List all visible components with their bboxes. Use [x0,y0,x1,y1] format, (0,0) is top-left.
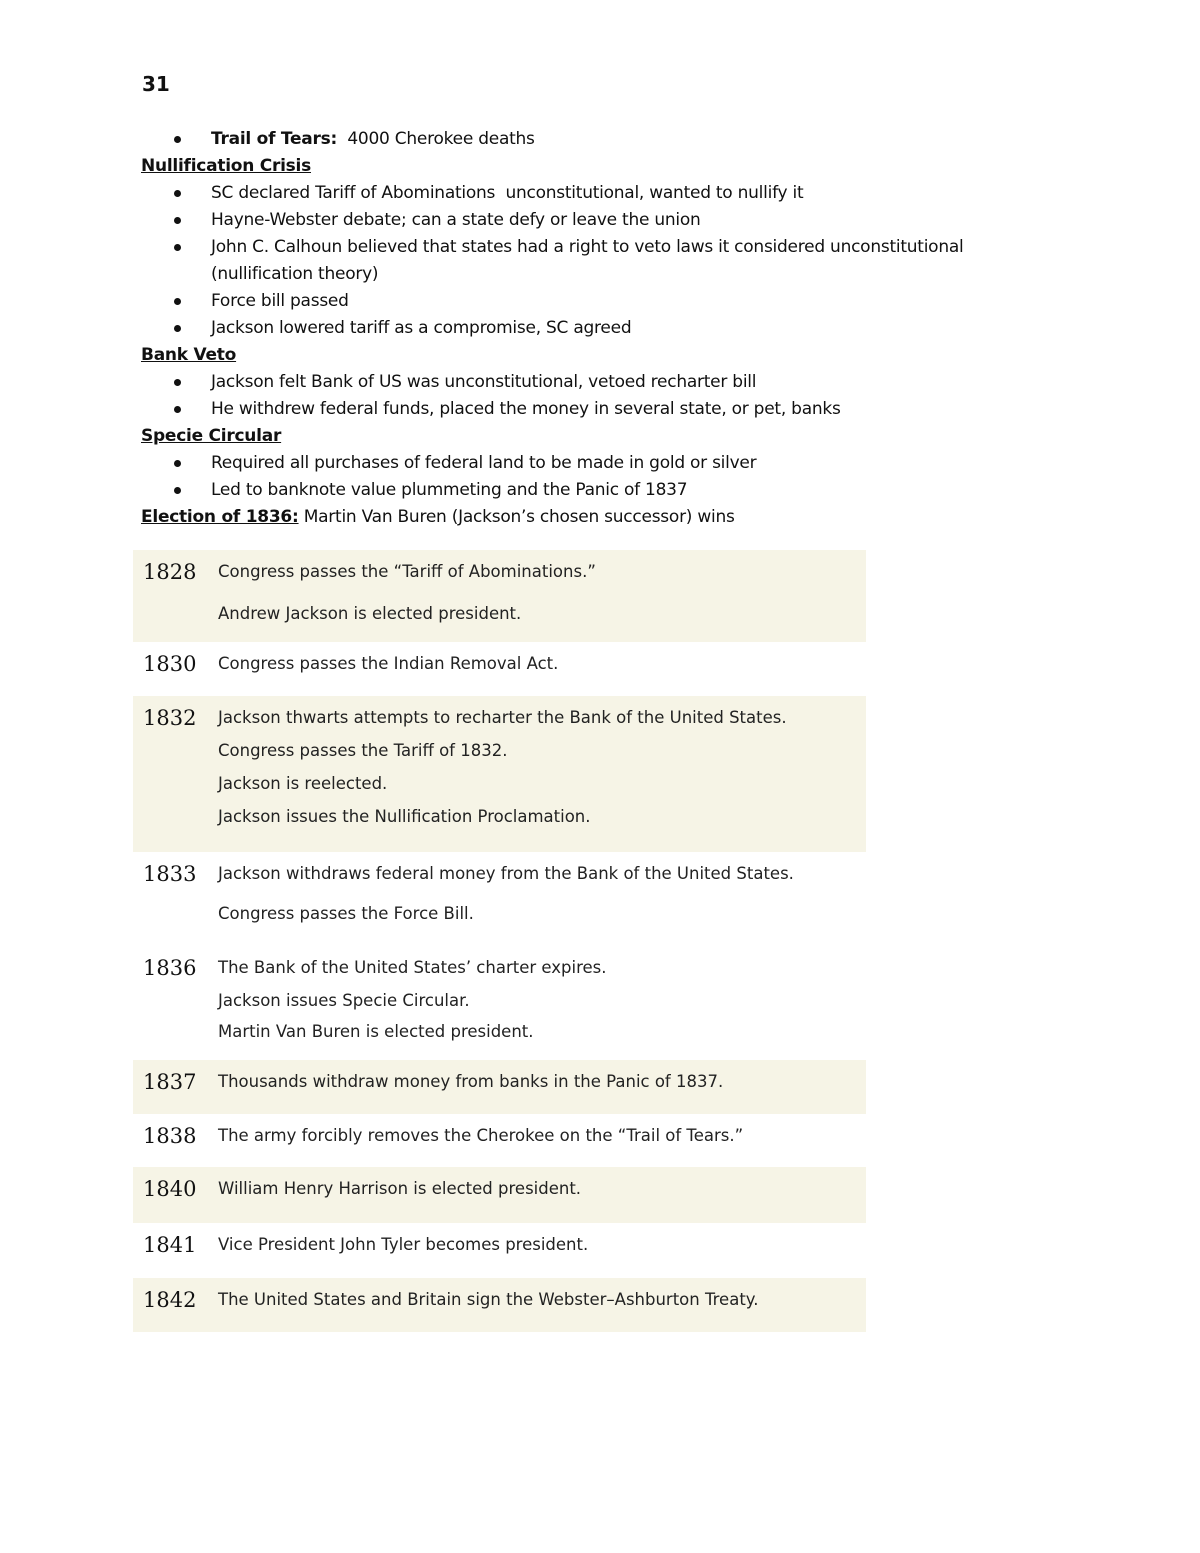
bullet-text: 4000 Cherokee deaths [337,129,535,149]
timeline-row [133,550,866,642]
bullet-icon [174,487,181,494]
timeline-event: Jackson withdraws federal money from the Bank of the United States. [218,864,794,883]
timeline [133,550,866,1332]
bullet-icon [174,244,181,251]
section-bullets [141,450,1041,504]
bullet-icon [174,406,181,413]
timeline-row [133,696,866,852]
bullet-icon [174,136,181,143]
section-heading [141,153,1041,180]
section-bank-veto [141,342,1041,423]
section-bullets [141,369,1041,423]
timeline-event: Thousands withdraw money from banks in the Panic of 1837. [218,1072,724,1091]
section-bullets [141,180,1041,342]
timeline-event: The United States and Britain sign the Webster–Ashburton Treaty. [218,1290,759,1309]
timeline-row [133,852,866,946]
timeline-event: Martin Van Buren is elected president. [218,1022,534,1041]
timeline-year: 1833 [143,862,197,886]
timeline-event: The Bank of the United States’ charter expires. [218,958,607,977]
page-number: 31 [142,72,170,96]
bullet-item [141,315,1041,342]
timeline-row [133,1167,866,1223]
timeline-event: Jackson thwarts attempts to recharter the Bank of the United States. [218,708,787,727]
timeline-event: Congress passes the Indian Removal Act. [218,654,559,673]
bullet-text: Jackson felt Bank of US was unconstitutional, vetoed recharter bill [211,372,757,392]
timeline-row [133,1223,866,1278]
election-title: Election of 1836: [141,507,299,527]
bullet-item [141,126,1041,153]
bullet-item [141,396,1041,423]
bullet-item [141,450,1041,477]
timeline-year: 1842 [143,1288,197,1312]
bullet-item [141,234,1041,288]
bullet-icon [174,379,181,386]
section-title: Bank Veto [141,345,237,365]
timeline-event: The army forcibly removes the Cherokee on the “Trail of Tears.” [218,1126,744,1145]
bullet-text: He withdrew federal funds, placed the money in several state, or pet, banks [211,399,841,419]
timeline-events [218,1122,856,1148]
section-heading [141,342,1041,369]
bullet-item [141,180,1041,207]
bullet-item [141,369,1041,396]
section-title: Nullification Crisis [141,156,311,176]
bullet-item [141,288,1041,315]
election-line [141,504,1041,531]
bullet-item [141,477,1041,504]
timeline-year: 1830 [143,652,197,676]
section-nullification [141,153,1041,342]
timeline-event: Jackson issues Specie Circular. [218,991,470,1010]
bullet-text: Led to banknote value plummeting and the Panic of 1837 [211,480,688,500]
bullet-icon [174,190,181,197]
timeline-events [218,860,856,926]
section-specie-circular [141,423,1041,504]
timeline-year: 1837 [143,1070,197,1094]
bullet-text: Jackson lowered tariff as a compromise, SC agreed [211,318,632,338]
bullet-icon [174,460,181,467]
timeline-event: Congress passes the Force Bill. [218,904,474,923]
timeline-events [218,954,856,1044]
timeline-event: Congress passes the “Tariff of Abominations.” [218,562,596,581]
bullet-item [141,207,1041,234]
bullet-icon [174,325,181,332]
intro-bullets [141,126,1041,153]
timeline-event: Jackson is reelected. [218,774,388,793]
bullet-text: John C. Calhoun believed that states had a right to veto laws it considered unconstitutional (nullification theory) [211,237,964,284]
timeline-row [133,1114,866,1167]
timeline-row [133,1060,866,1114]
bullet-icon [174,298,181,305]
timeline-event: Andrew Jackson is elected president. [218,604,522,623]
timeline-events [218,558,856,626]
bullet-text: SC declared Tariff of Abominations unconstitutional, wanted to nullify it [211,183,804,203]
timeline-year: 1838 [143,1124,197,1148]
timeline-events [218,704,856,829]
timeline-row [133,642,866,696]
timeline-year: 1828 [143,560,197,584]
timeline-events [218,650,856,676]
election-text: Martin Van Buren (Jackson’s chosen successor) wins [298,507,735,527]
bullet-bold-label: Trail of Tears: [211,129,338,149]
timeline-year: 1841 [143,1233,197,1257]
timeline-event: Congress passes the Tariff of 1832. [218,741,508,760]
notes [141,126,1041,531]
timeline-events [218,1175,856,1201]
timeline-event: William Henry Harrison is elected president. [218,1179,582,1198]
section-heading [141,423,1041,450]
timeline-year: 1832 [143,706,197,730]
bullet-icon [174,217,181,224]
timeline-events [218,1231,856,1257]
timeline-row [133,946,866,1060]
timeline-year: 1840 [143,1177,197,1201]
timeline-event: Jackson issues the Nullification Proclamation. [218,807,591,826]
timeline-year: 1836 [143,956,197,980]
timeline-events [218,1286,856,1312]
bullet-text: Required all purchases of federal land to be made in gold or silver [211,453,757,473]
timeline-event: Vice President John Tyler becomes president. [218,1235,589,1254]
timeline-row [133,1278,866,1332]
bullet-text: Force bill passed [211,291,349,311]
section-title: Specie Circular [141,426,282,446]
timeline-events [218,1068,856,1094]
bullet-text: Hayne-Webster debate; can a state defy or leave the union [211,210,701,230]
